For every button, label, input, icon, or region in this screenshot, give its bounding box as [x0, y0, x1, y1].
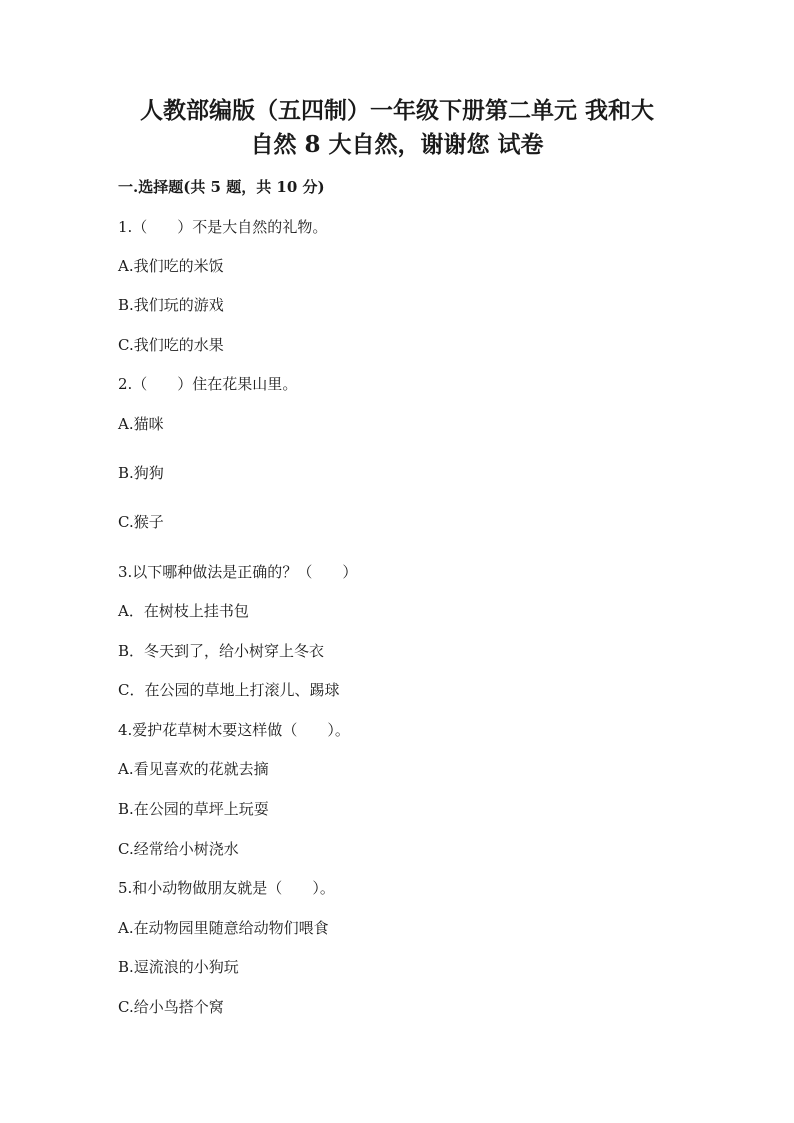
question-3-stem: 3.以下哪种做法是正确的？（ ）: [118, 563, 358, 581]
question-1-option-c: C.我们吃的水果: [118, 336, 224, 354]
question-2-stem: 2.（ ）住在花果山里。: [118, 375, 298, 393]
section-heading: 一.选择题(共 5 题，共 10 分): [118, 178, 325, 196]
question-4-option-a: A.看见喜欢的花就去摘: [118, 760, 269, 778]
question-2-option-c: C.猴子: [118, 513, 164, 531]
question-3-option-a: A．在树枝上挂书包: [118, 602, 249, 620]
question-1-option-b: B.我们玩的游戏: [118, 296, 224, 314]
question-4-option-b: B.在公园的草坪上玩耍: [118, 800, 269, 818]
question-1-option-a: A.我们吃的米饭: [118, 257, 224, 275]
question-4-option-c: C.经常给小树浇水: [118, 840, 239, 858]
question-3-option-b: B．冬天到了，给小树穿上冬衣: [118, 642, 325, 660]
exam-title-line-1: 人教部编版（五四制）一年级下册第二单元 我和大: [139, 97, 654, 124]
question-2-option-a: A.猫咪: [118, 415, 164, 433]
question-5-option-a: A.在动物园里随意给动物们喂食: [118, 919, 329, 937]
question-4-stem: 4.爱护花草树木要这样做（ ）。: [118, 721, 350, 739]
question-2-option-b: B.狗狗: [118, 464, 164, 482]
question-5-option-b: B.逗流浪的小狗玩: [118, 958, 239, 976]
question-5-stem: 5.和小动物做朋友就是（ ）。: [118, 879, 335, 897]
question-1-stem: 1.（ ）不是大自然的礼物。: [118, 218, 328, 236]
question-3-option-c: C．在公园的草地上打滚儿、踢球: [118, 681, 340, 699]
exam-title-line-2: 自然 8 大自然，谢谢您 试卷: [250, 131, 544, 158]
question-5-option-c: C.给小鸟搭个窝: [118, 998, 224, 1016]
